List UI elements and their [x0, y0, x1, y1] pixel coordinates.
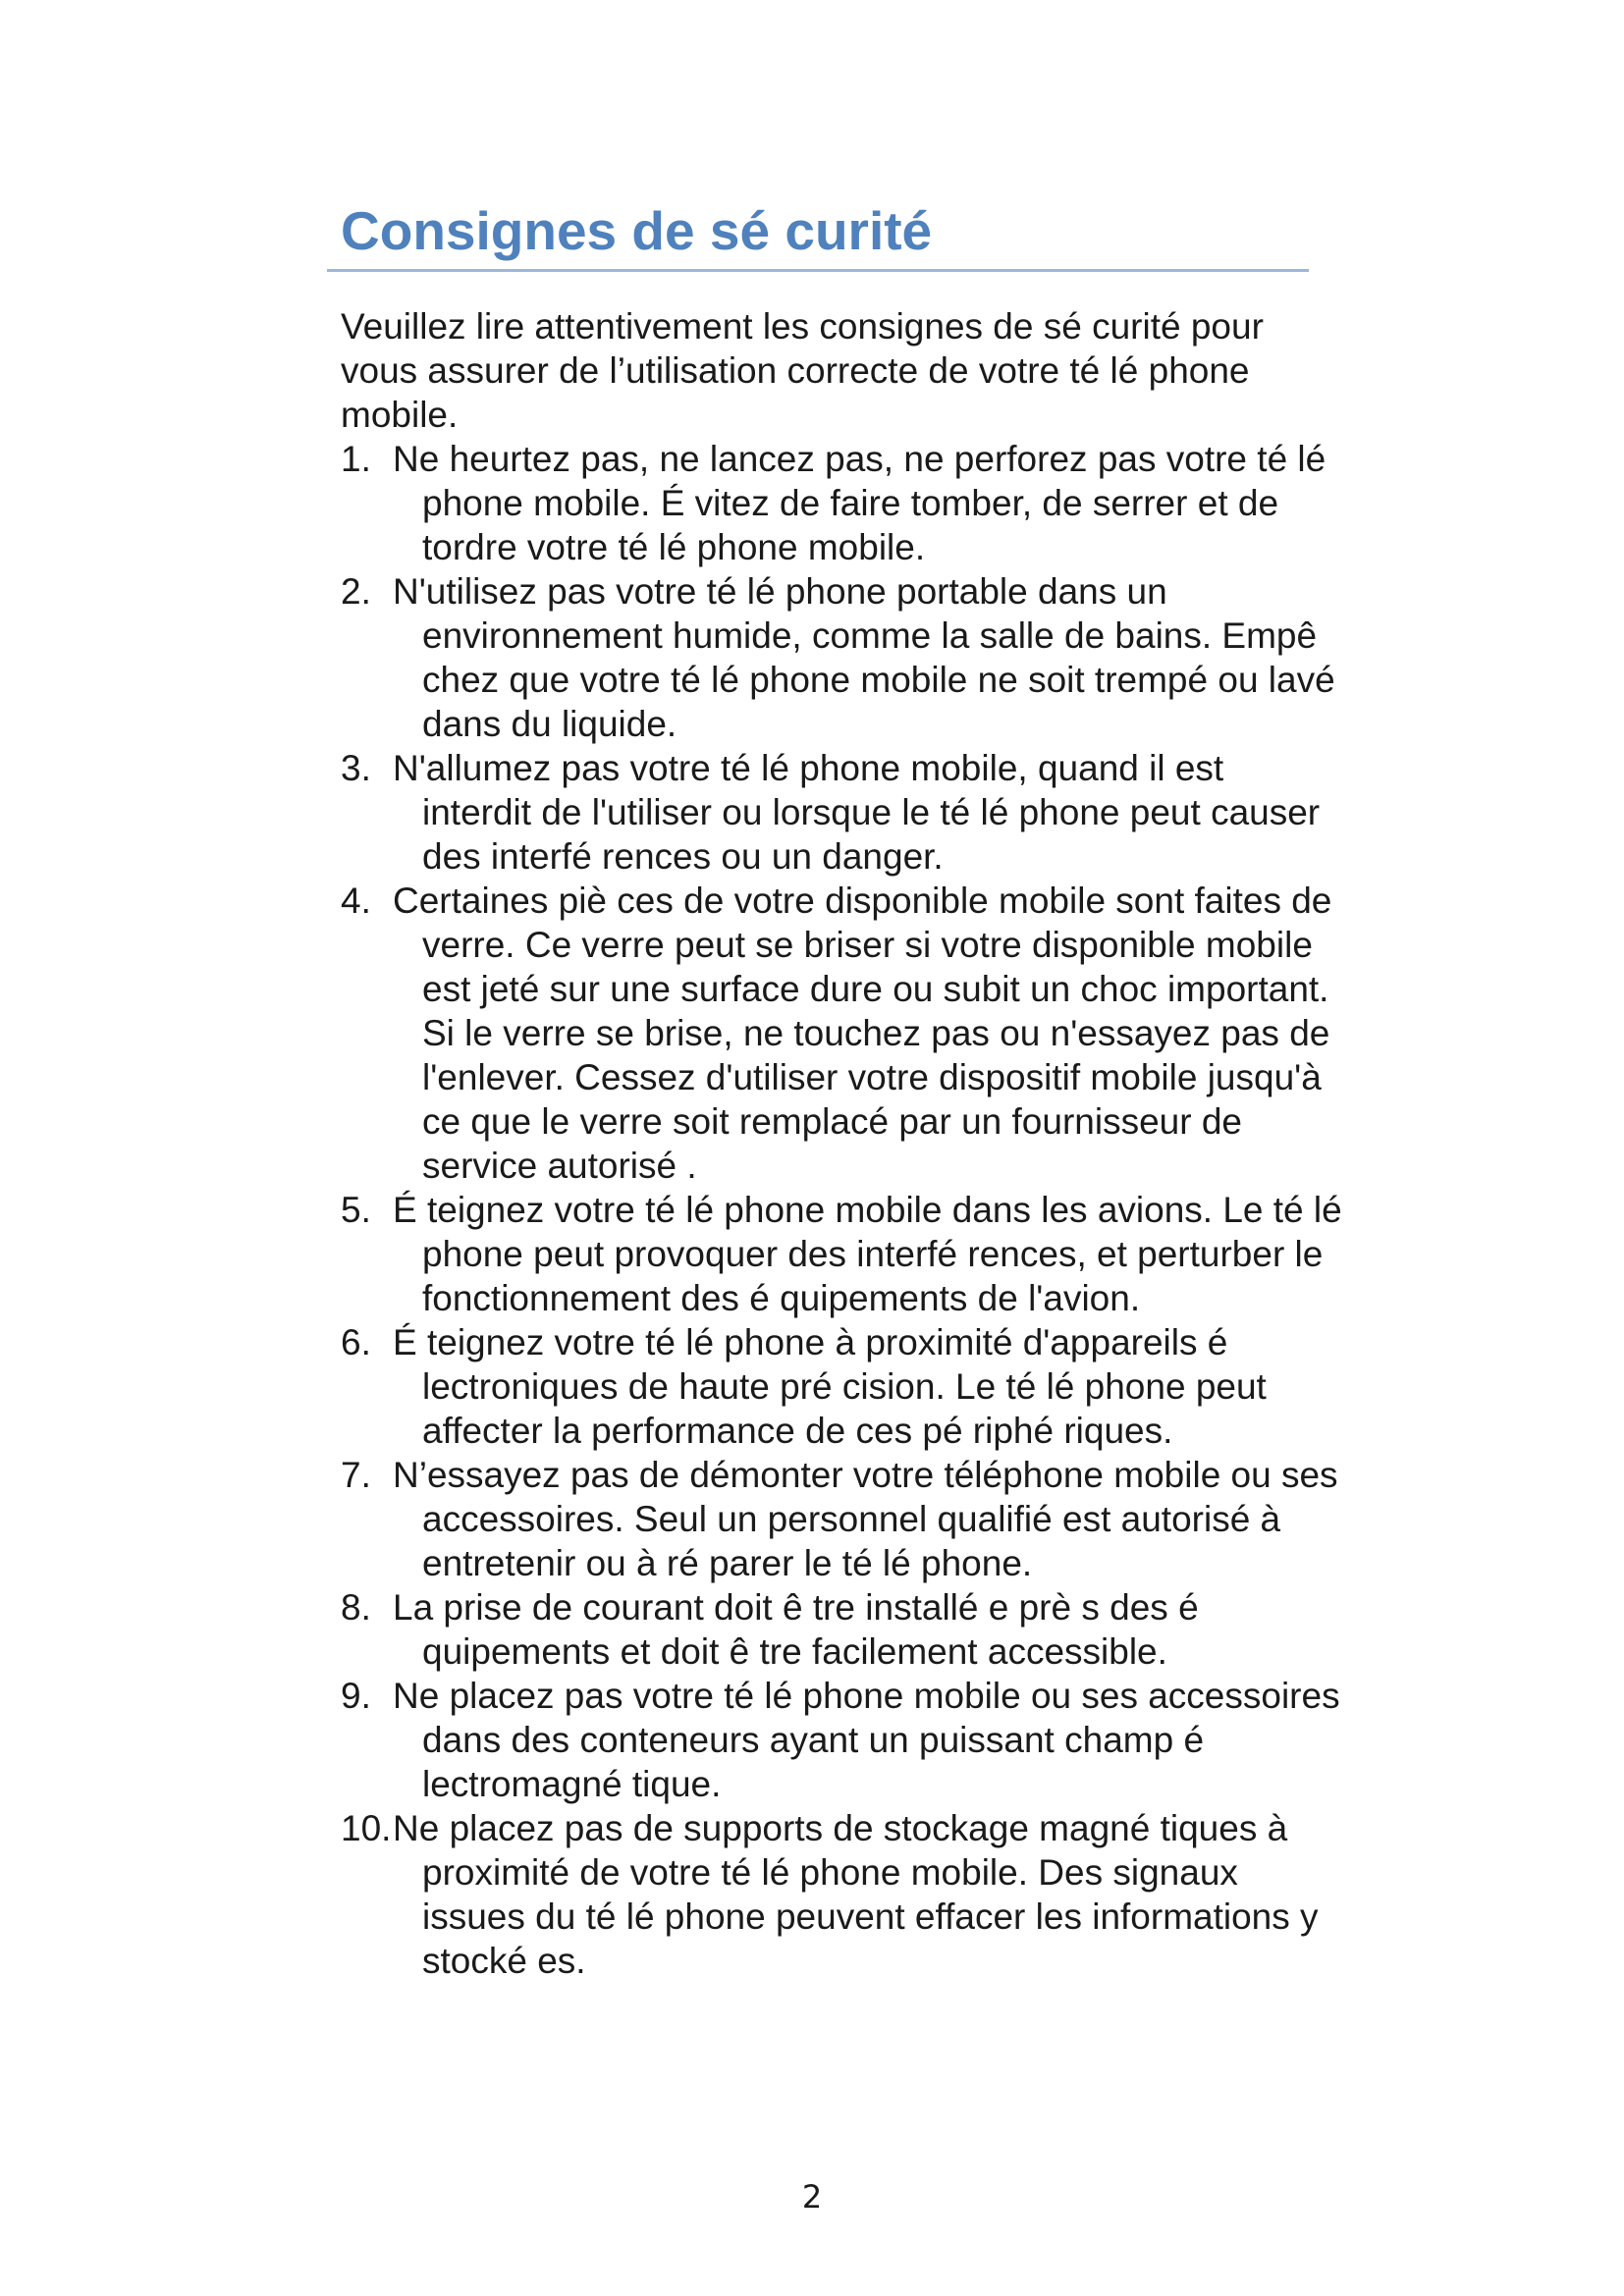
rule-text: Ne placez pas de supports de stockage magné tiques à proximité de votre té lé phone mobile. Des signaux issues du té lé phone peuvent effacer les informations y stocké es.	[393, 1808, 1319, 1981]
rule-text: La prise de courant doit ê tre installé e prè s des é quipements et doit ê tre facilement accessible.	[393, 1587, 1199, 1672]
rule-item	[341, 879, 1342, 1188]
safety-rules-list	[341, 437, 1342, 1983]
intro-paragraph: Veuillez lire attentivement les consignes de sé curité pour vous assurer de l’utilisation correcte de votre té lé phone mobile.	[341, 306, 1264, 435]
rule-number: 8.	[341, 1587, 371, 1628]
rule-text: N’essayez pas de démonter votre téléphone mobile ou ses accessoires. Seul un personnel qualifié est autorisé à entretenir ou à ré parer le té lé phone.	[393, 1455, 1338, 1583]
rule-number: 4.	[341, 881, 371, 921]
rule-number: 5.	[341, 1190, 371, 1230]
rule-number: 7.	[341, 1455, 371, 1495]
rule-item	[341, 1320, 1342, 1453]
rule-number: 6.	[341, 1322, 371, 1362]
rule-text: Certaines piè ces de votre disponible mobile sont faites de verre. Ce verre peut se briser si votre disponible mobile est jeté sur une surface dure ou subit un choc important. Si le verre se brise, ne touchez pas ou n'essayez pas de l'enlever. Cessez d'utiliser votre dispositif mobile jusqu'à ce que le verre soit remplacé par un fournisseur de service autorisé .	[393, 881, 1332, 1186]
title-underline	[327, 269, 1309, 272]
rule-text: N'utilisez pas votre té lé phone portable dans un environnement humide, comme la salle de bains. Empê chez que votre té lé phone mobile ne soit trempé ou lavé dans du liquide.	[393, 571, 1335, 744]
rule-item	[341, 1585, 1342, 1674]
rule-text: Ne heurtez pas, ne lancez pas, ne perforez pas votre té lé phone mobile. É vitez de faire tomber, de serrer et de tordre votre té lé phone mobile.	[393, 439, 1326, 567]
rule-text: N'allumez pas votre té lé phone mobile, quand il est interdit de l'utiliser ou lorsque le té lé phone peut causer des interfé rences ou un danger.	[393, 748, 1321, 877]
rule-item	[341, 1674, 1342, 1806]
rule-item	[341, 569, 1342, 746]
rule-number: 3.	[341, 748, 371, 788]
rule-number: 10.	[341, 1808, 392, 1848]
page-number: 2	[801, 2178, 823, 2216]
rule-item	[341, 1806, 1342, 1983]
rule-item	[341, 746, 1342, 879]
rule-text: Ne placez pas votre té lé phone mobile ou ses accessoires dans des conteneurs ayant un puissant champ é lectromagné tique.	[393, 1676, 1340, 1804]
rule-item	[341, 1188, 1342, 1320]
rule-item	[341, 437, 1342, 569]
rule-number: 1.	[341, 439, 371, 479]
safety-content	[341, 304, 1342, 1983]
rule-number: 9.	[341, 1676, 371, 1716]
page-title: Consignes de sé curité	[341, 200, 933, 261]
rule-text: É teignez votre té lé phone à proximité d'appareils é lectroniques de haute pré cision. Le té lé phone peut affecter la performance de ces pé riphé riques.	[393, 1322, 1267, 1451]
rule-number: 2.	[341, 571, 371, 612]
rule-text: É teignez votre té lé phone mobile dans les avions. Le té lé phone peut provoquer des interfé rences, et perturber le fonctionnement des é quipements de l'avion.	[393, 1190, 1342, 1318]
rule-item	[341, 1453, 1342, 1585]
